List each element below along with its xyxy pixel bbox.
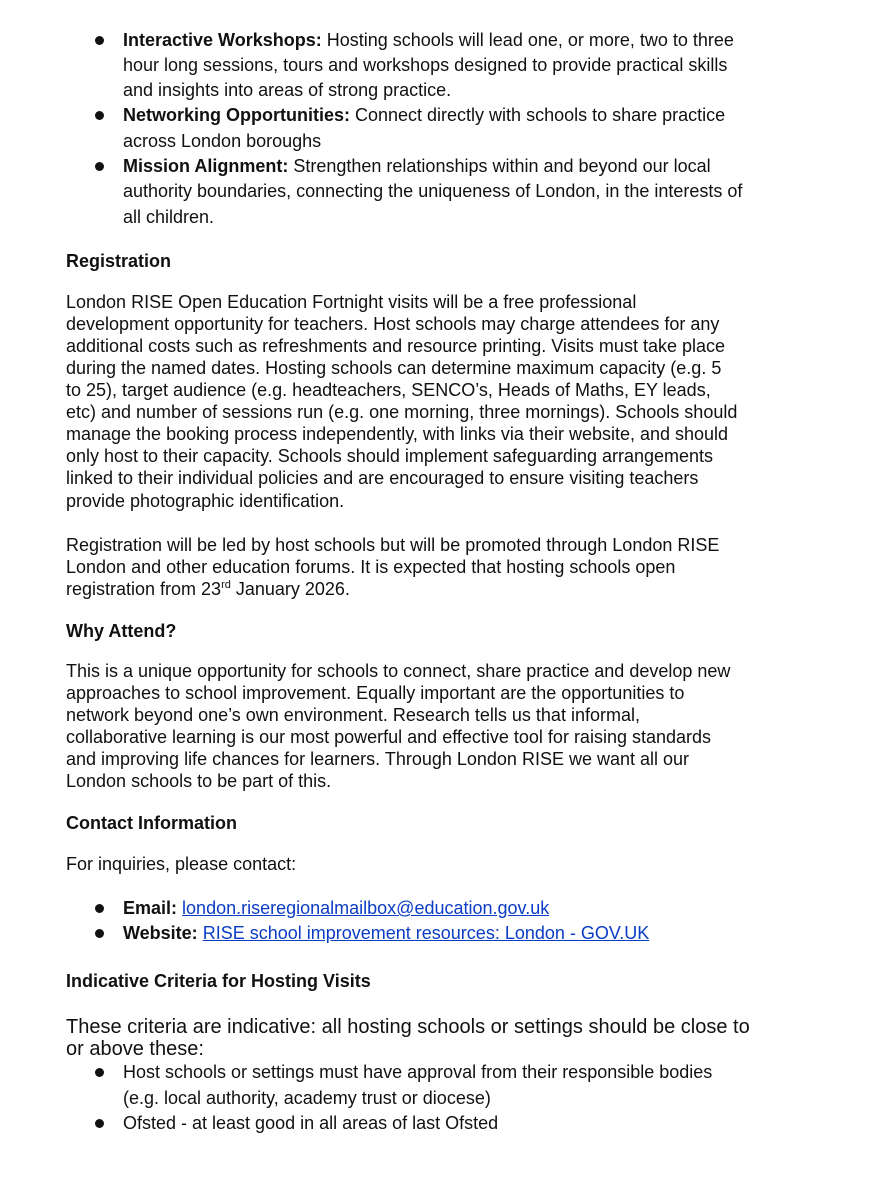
text-line: linked to their individual policies and are encouraged to ensure visiting teachers <box>66 468 699 488</box>
criteria-bullet-line: (e.g. local authority, academy trust or diocese) <box>123 1088 491 1108</box>
criteria-intro-line: These criteria are indicative: all hosting schools or settings should be close to <box>66 1016 750 1038</box>
text-line: provide photographic identification. <box>66 491 345 511</box>
bullet-lead: Mission Alignment: <box>123 156 289 176</box>
website-item <box>123 922 649 944</box>
bullet-text: Connect directly with schools to share practice <box>350 105 726 125</box>
text-line: network beyond one’s own environment. Research tells us that informal, <box>66 705 640 725</box>
criteria-heading: Indicative Criteria for Hosting Visits <box>66 971 371 991</box>
text-line: collaborative learning is our most powerful and effective tool for raising standards <box>66 727 712 747</box>
text-line <box>66 578 350 600</box>
contact-heading: Contact Information <box>66 813 237 833</box>
text-segment: January 2026. <box>230 579 350 599</box>
bullet-line <box>123 104 725 126</box>
text-line: to 25), target audience (e.g. headteachers, SENCO’s, Heads of Maths, EY leads, <box>66 380 711 400</box>
bullet-line <box>123 29 734 51</box>
bullet-icon <box>95 111 104 120</box>
bullet-text: Hosting schools will lead one, or more, two to three <box>321 30 734 50</box>
text-segment: registration from 23 <box>66 579 222 599</box>
text-line: approaches to school improvement. Equally important are the opportunities to <box>66 683 685 703</box>
text-line: only host to their capacity. Schools should implement safeguarding arrangements <box>66 446 714 466</box>
ordinal-suffix: rd <box>221 579 231 591</box>
registration-heading: Registration <box>66 251 172 271</box>
bullet-icon <box>95 904 104 913</box>
email-link[interactable]: london.riseregionalmailbox@education.gov.uk <box>182 898 550 918</box>
text-line: manage the booking process independently, with links via their website, and should <box>66 424 729 444</box>
text-line: etc) and number of sessions run (e.g. one morning, three mornings). Schools should <box>66 402 738 422</box>
bullet-lead: Networking Opportunities: <box>123 105 350 125</box>
criteria-bullet-line: Ofsted - at least good in all areas of last Ofsted <box>123 1113 499 1133</box>
text-line: London and other education forums. It is expected that hosting schools open <box>66 557 676 577</box>
bullet-icon <box>95 36 104 45</box>
criteria-bullet-line: Host schools or settings must have approval from their responsible bodies <box>123 1062 713 1082</box>
website-label: Website: <box>123 923 198 943</box>
bullet-line: all children. <box>123 207 215 227</box>
bullet-icon <box>95 1119 104 1128</box>
text-line: London schools to be part of this. <box>66 771 332 791</box>
bullet-line: authority boundaries, connecting the uniqueness of London, in the interests of <box>123 181 743 201</box>
bullet-line: across London boroughs <box>123 131 322 151</box>
text-line: development opportunity for teachers. Host schools may charge attendees for any <box>66 314 720 334</box>
why-attend-heading: Why Attend? <box>66 621 177 641</box>
bullet-line <box>123 155 711 177</box>
bullet-lead: Interactive Workshops: <box>123 30 322 50</box>
bullet-text: Strengthen relationships within and beyond our local <box>288 156 711 176</box>
text-line: London RISE Open Education Fortnight visits will be a free professional <box>66 292 637 312</box>
text-line: additional costs such as refreshments and resource printing. Visits must take place <box>66 336 725 356</box>
text-line: Registration will be led by host schools but will be promoted through London RISE <box>66 535 720 555</box>
bullet-icon <box>95 1068 104 1077</box>
bullet-icon <box>95 162 104 171</box>
contact-intro: For inquiries, please contact: <box>66 854 297 874</box>
text-line: This is a unique opportunity for schools to connect, share practice and develop new <box>66 661 731 681</box>
text-line: and improving life chances for learners. Through London RISE we want all our <box>66 749 690 769</box>
bullet-line: hour long sessions, tours and workshops designed to provide practical skills <box>123 55 728 75</box>
website-link[interactable]: RISE school improvement resources: London - GOV.UK <box>202 923 650 943</box>
bullet-icon <box>95 929 104 938</box>
email-item <box>123 897 549 919</box>
text-line: during the named dates. Hosting schools can determine maximum capacity (e.g. 5 <box>66 358 722 378</box>
criteria-intro-line: or above these: <box>66 1038 204 1060</box>
email-label: Email: <box>123 898 178 918</box>
bullet-line: and insights into areas of strong practice. <box>123 80 452 100</box>
